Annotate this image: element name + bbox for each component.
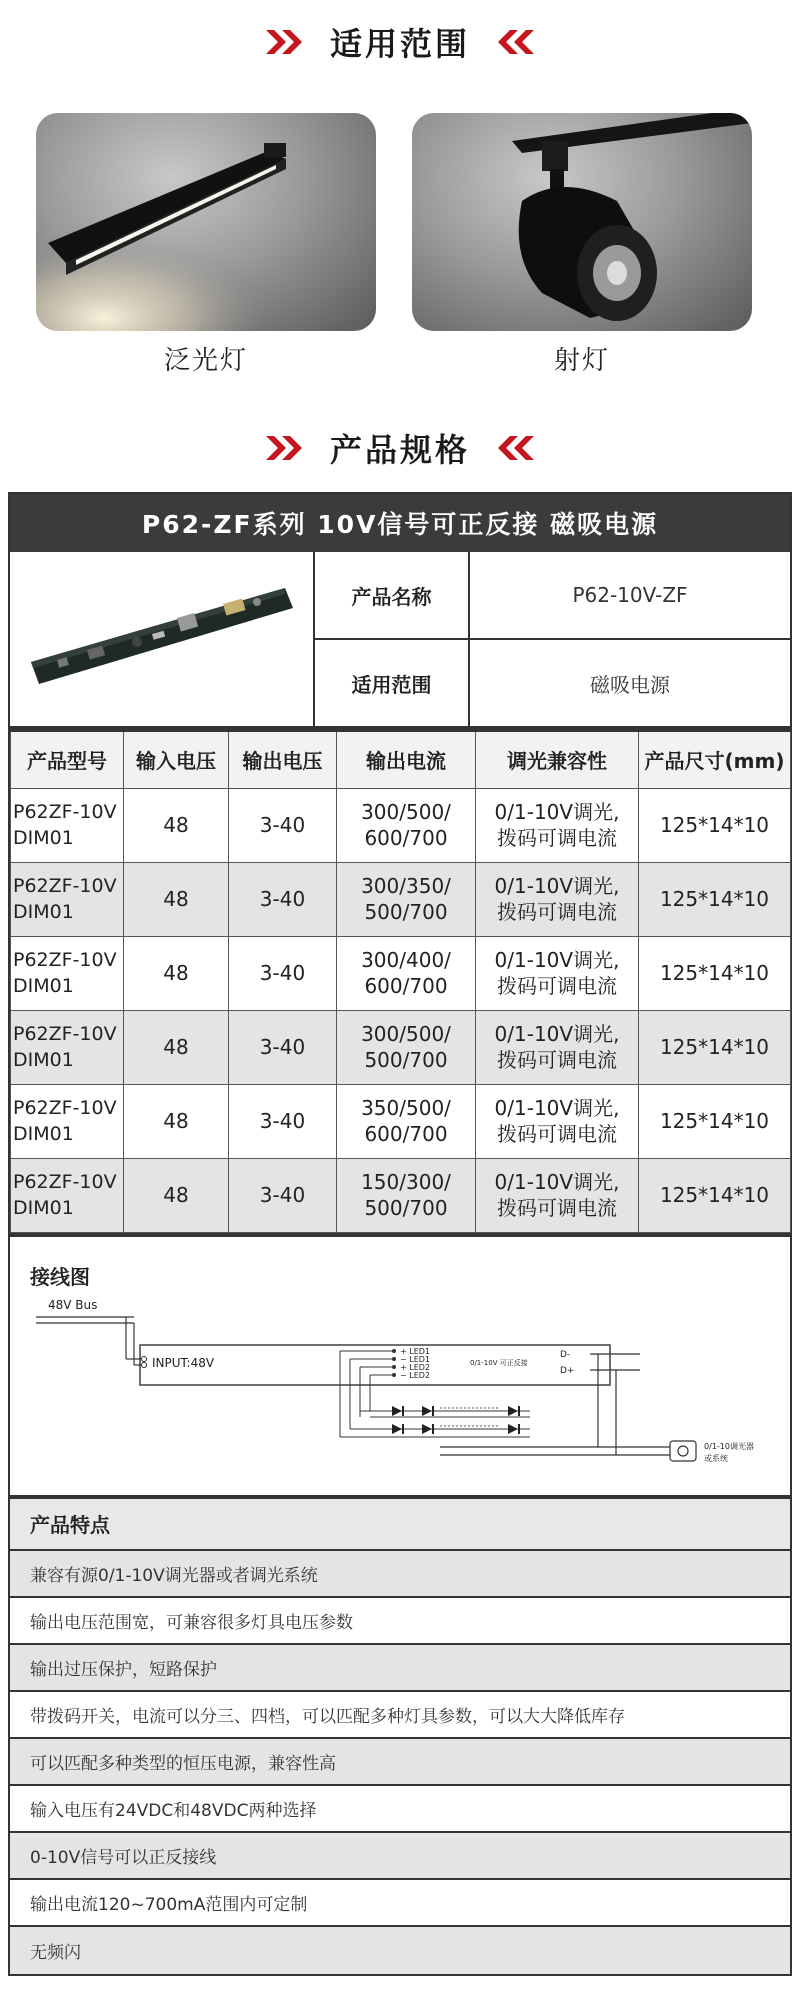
cell-text: DIM01	[13, 975, 74, 997]
cell-text: 拨码可调电流	[497, 1048, 617, 1072]
cell-text: 3-40	[259, 961, 306, 985]
cell-text: 600/700	[364, 974, 448, 998]
column-header: 产品型号	[11, 730, 124, 788]
section-title: 产品规格	[329, 431, 470, 469]
cell-text: P62ZF-10V	[13, 801, 117, 823]
pcb-image	[10, 552, 315, 726]
wiring-title: 接线图	[30, 1264, 90, 1289]
cell-text: 48	[163, 887, 189, 911]
cell-text: 0/1-10V调光,	[494, 874, 620, 898]
feature-item: 可以匹配多种类型的恒压电源，兼容性高	[10, 1739, 790, 1786]
cell-text: 48	[163, 813, 189, 837]
info-value: P62-10V-ZF	[572, 583, 688, 607]
spec-title: P62-ZF系列 10V信号可正反接 磁吸电源	[10, 494, 790, 552]
cell-text: DIM01	[13, 1123, 74, 1145]
spec-sheet	[8, 492, 792, 1976]
cell-model	[11, 1158, 124, 1232]
table-row	[11, 862, 791, 936]
column-header: 调光兼容性	[476, 730, 639, 788]
cell-text: 150/300/	[361, 1170, 451, 1194]
cell-text: 3-40	[259, 887, 306, 911]
cell-text: 48	[163, 961, 189, 985]
table-row	[11, 1158, 791, 1232]
cell-vin	[124, 1010, 229, 1084]
cell-text: 3-40	[259, 813, 306, 837]
cell-text: 300/400/	[361, 948, 451, 972]
table-row	[11, 936, 791, 1010]
feature-item: 带拨码开关，电流可以分三、四档，可以匹配多种灯具参数，可以大大降低库存	[10, 1692, 790, 1739]
spotlight-caption: 射灯	[553, 346, 610, 376]
chevron-left-icon	[492, 434, 536, 462]
cell-text: 0/1-10V调光,	[494, 800, 620, 824]
wiring-schematic	[30, 1297, 790, 1487]
cell-vin	[124, 862, 229, 936]
cell-text: 拨码可调电流	[497, 1122, 617, 1146]
feature-item: 输出电压范围宽，可兼容很多灯具电压参数	[10, 1598, 790, 1645]
cell-current	[337, 1010, 476, 1084]
led1-minus-label: − LED1	[400, 1354, 431, 1364]
spec-table	[10, 728, 791, 1233]
floodlight-caption: 泛光灯	[163, 346, 248, 376]
cell-current	[337, 862, 476, 936]
cell-dimming	[476, 1084, 639, 1158]
column-header: 产品尺寸(mm)	[639, 730, 791, 788]
cell-text: DIM01	[13, 1049, 74, 1071]
led2-plus-label: + LED2	[400, 1362, 431, 1372]
cell-current	[337, 936, 476, 1010]
cell-text: 3-40	[259, 1035, 306, 1059]
cell-text: 125*14*10	[659, 1183, 770, 1207]
spotlight-image	[412, 113, 752, 331]
cell-text: 0/1-10V调光,	[494, 1022, 620, 1046]
floodlight-image	[36, 113, 376, 331]
cell-current	[337, 1084, 476, 1158]
cell-vin	[124, 936, 229, 1010]
cell-dimming	[476, 788, 639, 862]
cell-text: 125*14*10	[659, 813, 770, 837]
features-list	[10, 1495, 790, 1974]
cell-dimming	[476, 1158, 639, 1232]
info-value: 磁吸电源	[590, 672, 670, 697]
cell-text: 125*14*10	[659, 961, 770, 985]
cell-model	[11, 862, 124, 936]
cell-vout	[229, 788, 337, 862]
cell-text: DIM01	[13, 901, 74, 923]
cell-text: 125*14*10	[659, 887, 770, 911]
product-info	[10, 552, 790, 728]
cell-vin	[124, 1084, 229, 1158]
cell-text: P62ZF-10V	[13, 1023, 117, 1045]
cell-text: 拨码可调电流	[497, 900, 617, 924]
cell-text: 125*14*10	[659, 1109, 770, 1133]
cell-size	[639, 936, 791, 1010]
cell-text: 3-40	[259, 1183, 306, 1207]
table-header-row	[11, 730, 791, 788]
led1-plus-label: + LED1	[400, 1346, 431, 1356]
cell-model	[11, 1010, 124, 1084]
cell-text: P62ZF-10V	[13, 949, 117, 971]
cell-text: 3-40	[259, 1109, 306, 1133]
cell-current	[337, 1158, 476, 1232]
cell-current	[337, 788, 476, 862]
cell-vout	[229, 1158, 337, 1232]
cell-text: 300/350/	[361, 874, 451, 898]
column-header: 输出电流	[337, 730, 476, 788]
cell-size	[639, 862, 791, 936]
cell-text: 48	[163, 1183, 189, 1207]
feature-item: 输出电流120~700mA范围内可定制	[10, 1880, 790, 1927]
cell-size	[639, 1158, 791, 1232]
d-minus-label: D-	[560, 1349, 571, 1360]
dimmer-label-1: 0/1-10调光器	[704, 1441, 754, 1451]
cell-text: 350/500/	[361, 1096, 451, 1120]
cell-text: P62ZF-10V	[13, 875, 117, 897]
cell-vin	[124, 1158, 229, 1232]
table-row	[11, 1084, 791, 1158]
chevron-right-icon	[264, 434, 308, 462]
feature-item: 0-10V信号可以正反接线	[10, 1833, 790, 1880]
cell-dimming	[476, 936, 639, 1010]
cell-text: 125*14*10	[659, 1035, 770, 1059]
feature-item: 输入电压有24VDC和48VDC两种选择	[10, 1786, 790, 1833]
cell-dimming	[476, 862, 639, 936]
chevron-right-icon	[264, 28, 308, 56]
cell-size	[639, 788, 791, 862]
cell-size	[639, 1010, 791, 1084]
cell-text: 500/700	[364, 1196, 448, 1220]
cell-text: 拨码可调电流	[497, 1196, 617, 1220]
info-key: 产品名称	[315, 552, 470, 638]
cell-text: 300/500/	[361, 800, 451, 824]
cell-text: 300/500/	[361, 1022, 451, 1046]
cell-vout	[229, 936, 337, 1010]
column-header: 输入电压	[124, 730, 229, 788]
cell-vout	[229, 1084, 337, 1158]
cell-vout	[229, 862, 337, 936]
section-title: 适用范围	[329, 25, 470, 63]
section-heading-applications	[0, 12, 800, 72]
cell-text: 600/700	[364, 826, 448, 850]
cell-text: 600/700	[364, 1122, 448, 1146]
table-row	[11, 788, 791, 862]
chevron-left-icon	[492, 28, 536, 56]
bus-label: 48V Bus	[48, 1297, 98, 1312]
feature-item: 输出过压保护，短路保护	[10, 1645, 790, 1692]
feature-item: 无频闪	[10, 1927, 790, 1974]
d-plus-label: D+	[560, 1365, 575, 1376]
cell-text: 500/700	[364, 1048, 448, 1072]
cell-text: P62ZF-10V	[13, 1097, 117, 1119]
module-label: 0/1-10V 可正反接	[470, 1358, 528, 1367]
led2-minus-label: − LED2	[400, 1370, 431, 1380]
info-row-scope	[315, 638, 790, 726]
wiring-diagram	[10, 1233, 790, 1495]
cell-text: 拨码可调电流	[497, 974, 617, 998]
section-heading-specs	[0, 418, 800, 478]
cell-model	[11, 936, 124, 1010]
input-label: INPUT:48V	[152, 1355, 215, 1370]
cell-text: P62ZF-10V	[13, 1171, 117, 1193]
cell-text: 48	[163, 1109, 189, 1133]
dimmer-label-2: 或系统	[704, 1453, 728, 1463]
cell-text: DIM01	[13, 827, 74, 849]
features-title: 产品特点	[10, 1499, 790, 1551]
cell-text: 拨码可调电流	[497, 826, 617, 850]
cell-vout	[229, 1010, 337, 1084]
cell-dimming	[476, 1010, 639, 1084]
info-row-name	[315, 552, 790, 638]
feature-item: 兼容有源0/1-10V调光器或者调光系统	[10, 1551, 790, 1598]
cell-text: 0/1-10V调光,	[494, 1170, 620, 1194]
column-header: 输出电压	[229, 730, 337, 788]
cell-vin	[124, 788, 229, 862]
cell-size	[639, 1084, 791, 1158]
cell-text: 0/1-10V调光,	[494, 1096, 620, 1120]
cell-model	[11, 788, 124, 862]
info-key: 适用范围	[315, 640, 470, 726]
cell-text: 48	[163, 1035, 189, 1059]
cell-text: 500/700	[364, 900, 448, 924]
table-row	[11, 1010, 791, 1084]
cell-text: 0/1-10V调光,	[494, 948, 620, 972]
cell-model	[11, 1084, 124, 1158]
cell-text: DIM01	[13, 1197, 74, 1219]
